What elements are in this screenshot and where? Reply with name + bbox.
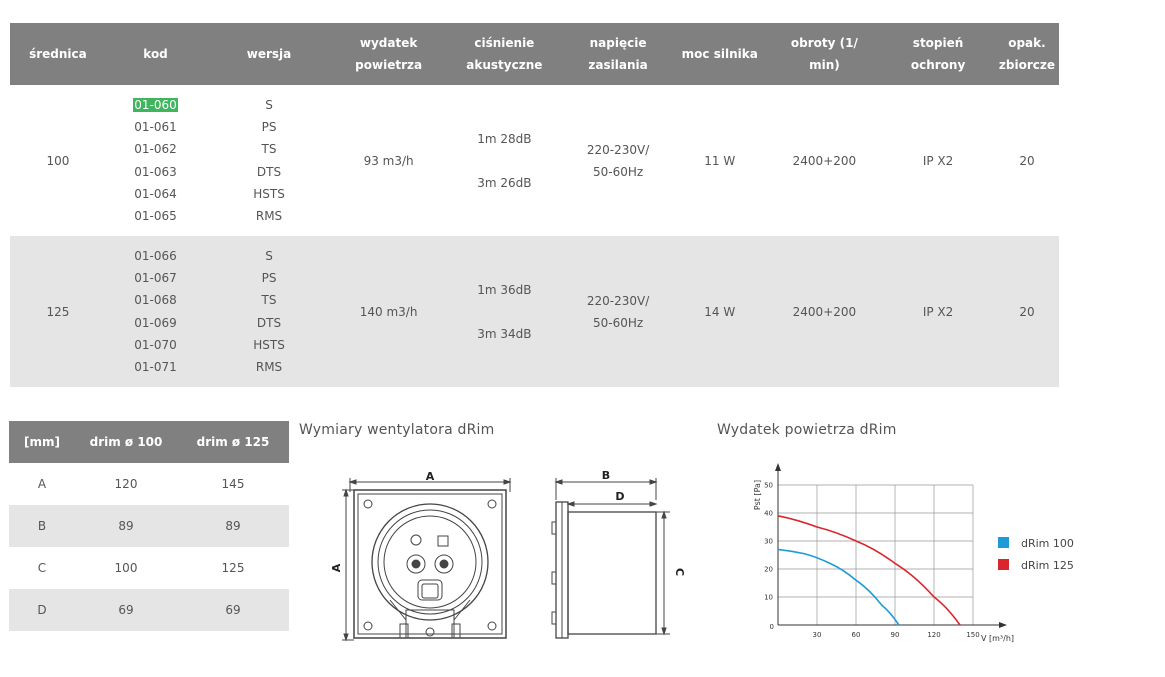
versions-cell xyxy=(205,236,332,387)
airflow-cell: 140 m3/h xyxy=(333,236,445,387)
header-wydatek: wydatek powietrza xyxy=(333,23,445,85)
dims-header-125: drim ø 125 xyxy=(177,421,289,463)
y-tick-label: 20 xyxy=(764,565,773,574)
x-axis-label: V [m³/h] xyxy=(981,634,1015,643)
spec-table xyxy=(10,23,1059,387)
codes-cell xyxy=(106,85,206,236)
code-item[interactable]: 01-071 xyxy=(134,359,177,374)
dim-label: B xyxy=(9,505,75,547)
dim-value: 100 xyxy=(114,561,138,575)
x-tick-label: 90 xyxy=(890,631,900,639)
dims-header-100: drim ø 100 xyxy=(75,421,177,463)
header-napiecie: napięcie zasilania xyxy=(564,23,672,85)
dimensions-table xyxy=(9,421,289,631)
version-item: S xyxy=(265,248,273,263)
legend-label: dRim 100 xyxy=(1021,537,1074,550)
tick-label-origin: 0 xyxy=(769,623,774,631)
table-row xyxy=(10,236,1059,387)
y-tick-label: 50 xyxy=(764,481,773,490)
version-item: DTS xyxy=(256,164,282,179)
version-item: PS xyxy=(261,120,277,135)
airflow-cell: 93 m3/h xyxy=(333,85,445,236)
dimensions-header-row xyxy=(9,421,289,463)
dim-value: 69 xyxy=(75,589,177,631)
legend-label: dRim 125 xyxy=(1021,559,1074,572)
header-obroty: obroty (1/ min) xyxy=(768,23,882,85)
dim-label-a-top: A xyxy=(425,470,435,483)
version-item: DTS xyxy=(256,315,282,330)
dims-header-mm: [mm] xyxy=(9,421,75,463)
code-item[interactable]: 01-064 xyxy=(134,186,177,201)
code-item[interactable]: 01-070 xyxy=(134,337,177,352)
y-tick-label: 30 xyxy=(764,537,773,546)
dim-label-b: B xyxy=(601,469,611,482)
version-item: TS xyxy=(261,293,277,308)
protection-cell: IP X2 xyxy=(881,85,995,236)
voltage-cell: 220-230V/ 50-60Hz xyxy=(564,85,672,236)
chart-ticks xyxy=(753,480,1014,643)
pressure-cell: 1m 36dB 3m 34dB xyxy=(444,236,564,387)
table-row xyxy=(10,85,1059,236)
version-item: HSTS xyxy=(253,337,285,352)
dim-value: 145 xyxy=(221,477,245,491)
voltage-cell: 220-230V/ 50-60Hz xyxy=(564,236,672,387)
header-stopien: stopień ochrony xyxy=(881,23,995,85)
rpm-cell: 2400+200 xyxy=(768,85,882,236)
airflow-chart xyxy=(740,445,1110,650)
code-item[interactable]: 01-060 xyxy=(134,97,177,112)
versions-cell xyxy=(205,85,332,236)
power-cell: 14 W xyxy=(672,236,768,387)
dim-label: C xyxy=(37,561,47,575)
table-row xyxy=(9,547,289,589)
version-item: PS xyxy=(261,271,277,286)
chart-lines xyxy=(778,516,960,625)
legend-swatch xyxy=(998,537,1009,548)
x-tick-label: 120 xyxy=(927,631,941,639)
table-row xyxy=(9,505,289,547)
header-cisnienie: ciśnienie akustyczne xyxy=(444,23,564,85)
code-item[interactable]: 01-068 xyxy=(134,293,177,308)
header-srednica: średnica xyxy=(10,23,106,85)
chart-title: Wydatek powietrza dRim xyxy=(717,422,897,438)
x-axis-arrow xyxy=(999,622,1007,628)
y-tick-label: 10 xyxy=(764,593,773,602)
dim-label-a-side: A xyxy=(330,563,343,573)
series-line-1 xyxy=(778,516,960,625)
drawing-title: Wymiary wentylatora dRim xyxy=(299,422,495,438)
power-cell: 11 W xyxy=(672,85,768,236)
dim-value: 89 xyxy=(177,505,289,547)
dim-value: 89 xyxy=(75,505,177,547)
chart-axes xyxy=(775,463,1007,628)
fan-dimension-drawing xyxy=(330,460,700,650)
table-row xyxy=(9,589,289,631)
header-kod: kod xyxy=(106,23,206,85)
legend-swatch xyxy=(998,559,1009,570)
dim-label: D xyxy=(9,589,75,631)
table-row xyxy=(9,463,289,505)
dim-label: A xyxy=(37,477,47,491)
x-tick-label: 30 xyxy=(812,631,822,639)
codes-cell xyxy=(106,236,206,387)
x-tick-label: 60 xyxy=(851,631,861,639)
y-tick-label: 40 xyxy=(764,509,773,518)
code-item[interactable]: 01-066 xyxy=(134,248,177,263)
code-item[interactable]: 01-061 xyxy=(134,120,177,135)
version-item: HSTS xyxy=(253,186,285,201)
spec-header-row xyxy=(10,23,1059,85)
version-item: RMS xyxy=(255,359,283,374)
package-cell: 20 xyxy=(995,85,1059,236)
header-opak: opak. zbiorcze xyxy=(995,23,1059,85)
code-item[interactable]: 01-067 xyxy=(134,271,177,286)
protection-cell: IP X2 xyxy=(881,236,995,387)
series-line-0 xyxy=(778,549,899,625)
y-axis-arrow xyxy=(775,463,781,471)
package-cell: 20 xyxy=(995,236,1059,387)
code-item[interactable]: 01-069 xyxy=(134,315,177,330)
code-item[interactable]: 01-063 xyxy=(134,164,177,179)
diameter-cell: 125 xyxy=(10,236,106,387)
dim-value: 120 xyxy=(114,477,138,491)
version-item: RMS xyxy=(255,208,283,223)
code-item[interactable]: 01-065 xyxy=(134,208,177,223)
dim-label-d: D xyxy=(615,490,625,503)
pressure-cell: 1m 28dB 3m 26dB xyxy=(444,85,564,236)
version-item: TS xyxy=(261,142,277,157)
y-axis-label: Pst [Pa] xyxy=(753,479,762,511)
code-item[interactable]: 01-062 xyxy=(134,142,177,157)
header-wersja: wersja xyxy=(205,23,332,85)
header-moc: moc silnika xyxy=(672,23,768,85)
chart-legend xyxy=(998,537,1074,572)
dim-value: 125 xyxy=(221,561,245,575)
version-item: S xyxy=(265,97,273,112)
dim-value: 69 xyxy=(177,589,289,631)
rpm-cell: 2400+200 xyxy=(768,236,882,387)
x-tick-label: 150 xyxy=(966,631,980,639)
dim-label-c: C xyxy=(673,567,686,577)
diameter-cell: 100 xyxy=(10,85,106,236)
